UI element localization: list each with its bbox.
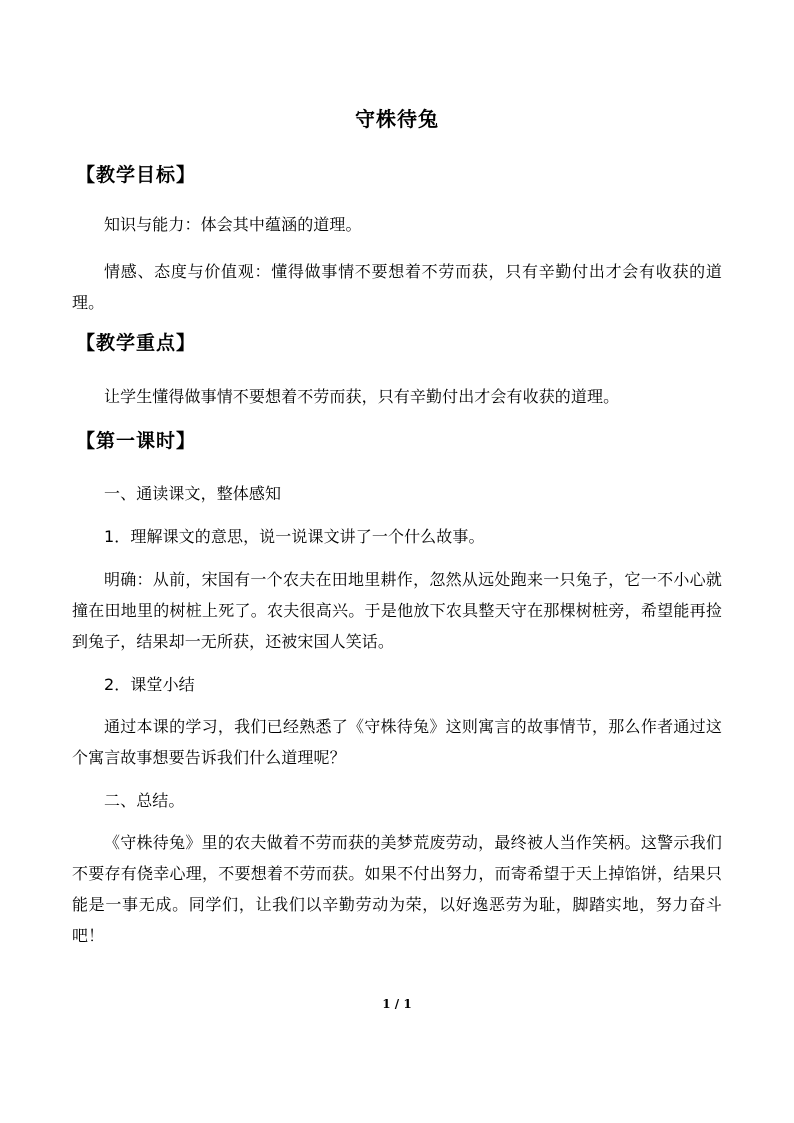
section-heading-first-lesson: 【第一课时】 [76, 430, 197, 452]
section-heading-objectives: 【教学目标】 [76, 164, 197, 186]
paragraph-class-summary-heading: 2．课堂小结 [104, 675, 195, 694]
paragraph-key-point: 让学生懂得做事情不要想着不劳而获，只有辛勤付出才会有收获的道理。 [104, 387, 620, 406]
paragraph-read-text: 一、通读课文，整体感知 [104, 484, 282, 503]
paragraph-knowledge-ability: 知识与能力：体会其中蕴涵的道理。 [104, 215, 362, 234]
page-number: 1 / 1 [382, 997, 412, 1011]
section-heading-key-points: 【教学重点】 [76, 332, 197, 354]
paragraph-question-1: 1．理解课文的意思，说一说课文讲了一个什么故事。 [104, 527, 485, 546]
paragraph-conclusion-heading: 二、总结。 [104, 791, 185, 810]
paragraph-conclusion: 《守株待兔》里的农夫做着不劳而获的美梦荒废劳动，最终被人当作笑柄。这警示我们不要存有侥幸心理，不要想着不劳而获。如果不付出努力，而寄希望于天上掉馅饼，结果只能是一事无成。同学们，让我们以辛勤劳动为荣，以好逸恶劳为耻，脚踏实地，努力奋斗吧！ [72, 833, 722, 945]
paragraph-answer-story: 明确：从前，宋国有一个农夫在田地里耕作，忽然从远处跑来一只兔子，它一不小心就撞在田地里的树桩上死了。农夫很高兴。于是他放下农具整天守在那棵树桩旁，希望能再捡到兔子，结果却一无所获，还被宋国人笑话。 [72, 570, 722, 651]
paragraph-emotion-attitude: 情感、态度与价值观：懂得做事情不要想着不劳而获，只有辛勤付出才会有收获的道理。 [72, 262, 722, 312]
document-title: 守株待兔 [355, 107, 439, 131]
paragraph-class-summary: 通过本课的学习，我们已经熟悉了《守株待兔》这则寓言的故事情节，那么作者通过这个寓言故事想要告诉我们什么道理呢？ [72, 717, 722, 767]
